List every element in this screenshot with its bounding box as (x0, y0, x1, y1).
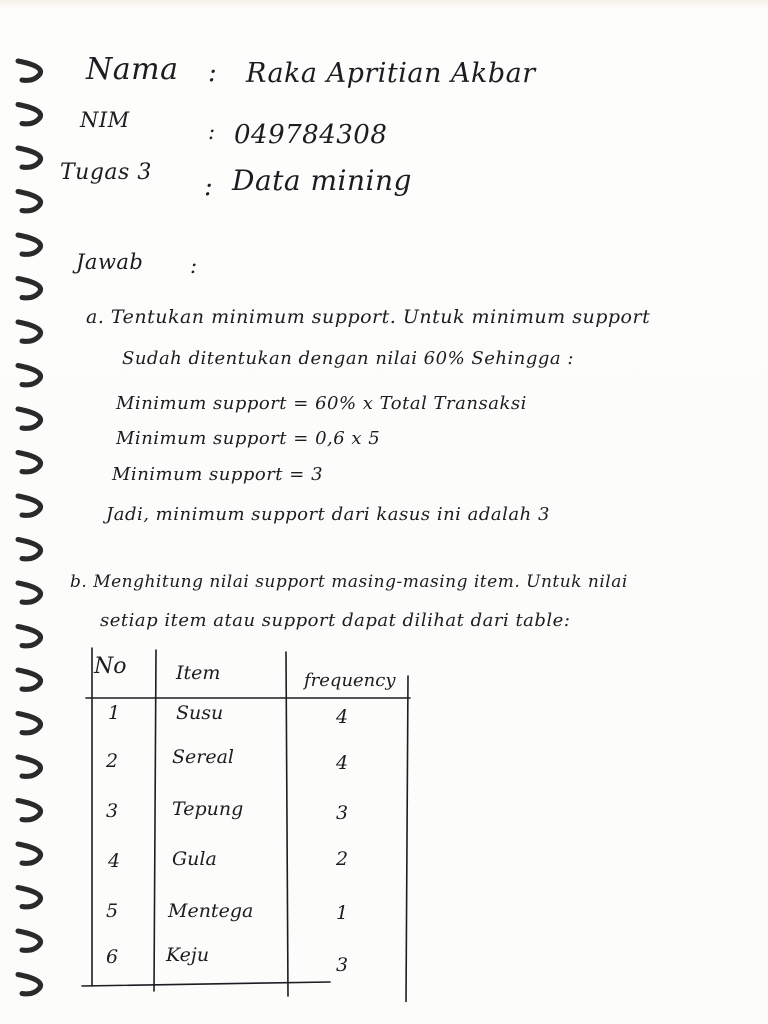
spiral-ring (18, 366, 41, 385)
spiral-ring (18, 322, 41, 341)
spiral-ring (18, 801, 41, 820)
spiral-ring (18, 714, 41, 733)
spiral-ring (18, 148, 41, 167)
part-b-line-2: setiap item atau support dapat dilihat dari table: (100, 610, 571, 631)
nim-label: NIM (80, 108, 130, 132)
part-a-line-5: Minimum support = 3 (112, 464, 324, 485)
table-cell-frequency: 4 (336, 706, 349, 728)
table-cell-frequency: 1 (336, 902, 349, 924)
table-cell-frequency: 3 (336, 954, 349, 976)
table-cell-frequency: 4 (336, 752, 349, 774)
tugas-separator: : (204, 172, 214, 202)
spiral-ring (18, 670, 41, 689)
spiral-ring (18, 496, 41, 515)
table-cell-item: Mentega (168, 900, 254, 922)
spiral-ring (18, 453, 41, 472)
part-a-line-6: Jadi, minimum support dari kasus ini adalah 3 (106, 504, 550, 525)
table-header-frequency: frequency (304, 670, 396, 691)
spiral-ring (18, 409, 41, 428)
spiral-ring (18, 888, 41, 907)
part-a-line-2: Sudah ditentukan dengan nilai 60% Sehingga : (122, 348, 574, 369)
jawab-label: Jawab (76, 250, 144, 274)
spiral-ring (18, 61, 41, 80)
table-cell-no: 5 (106, 900, 119, 922)
nama-value: Raka Apritian Akbar (246, 58, 536, 89)
table-cell-no: 4 (108, 850, 121, 872)
nim-value: 049784308 (234, 120, 388, 150)
spiral-ring (18, 844, 41, 863)
part-a-line-1: a. Tentukan minimum support. Untuk minimum support (86, 306, 651, 328)
spiral-ring (18, 235, 41, 254)
table-header-item: Item (176, 662, 221, 684)
table-cell-no: 1 (108, 702, 121, 724)
part-b-line-1: b. Menghitung nilai support masing-masing item. Untuk nilai (70, 572, 628, 592)
table-cell-frequency: 3 (336, 802, 349, 824)
table-cell-item: Gula (172, 848, 217, 870)
spiral-ring (18, 583, 41, 602)
table-header-no: No (94, 654, 127, 679)
table-cell-item: Susu (176, 702, 224, 724)
spiral-ring (18, 931, 41, 950)
table-cell-no: 3 (106, 800, 119, 822)
spiral-ring (18, 192, 41, 211)
spiral-ring (18, 279, 41, 298)
part-a-line-3: Minimum support = 60% x Total Transaksi (116, 393, 527, 414)
table-cell-item: Sereal (172, 746, 234, 768)
part-a-line-4: Minimum support = 0,6 x 5 (116, 428, 381, 449)
nama-separator: : (208, 58, 218, 88)
spiral-ring (18, 627, 41, 646)
tugas-label: Tugas 3 (60, 160, 152, 185)
table-cell-no: 6 (106, 946, 119, 968)
table-cell-item: Keju (166, 944, 210, 966)
nama-label: Nama (86, 52, 179, 87)
spiral-ring (18, 105, 41, 124)
spiral-ring (18, 540, 41, 559)
table-cell-no: 2 (106, 750, 119, 772)
spiral-ring (18, 757, 41, 776)
frequency-table (80, 646, 415, 1002)
tugas-value: Data mining (232, 164, 412, 197)
table-cell-frequency: 2 (336, 848, 349, 870)
table-grid (80, 646, 415, 1002)
jawab-separator: : (190, 254, 198, 278)
spiral-ring (18, 975, 41, 994)
nim-separator: : (208, 120, 216, 144)
table-cell-item: Tepung (172, 798, 244, 820)
spiral-binding (0, 0, 60, 1024)
